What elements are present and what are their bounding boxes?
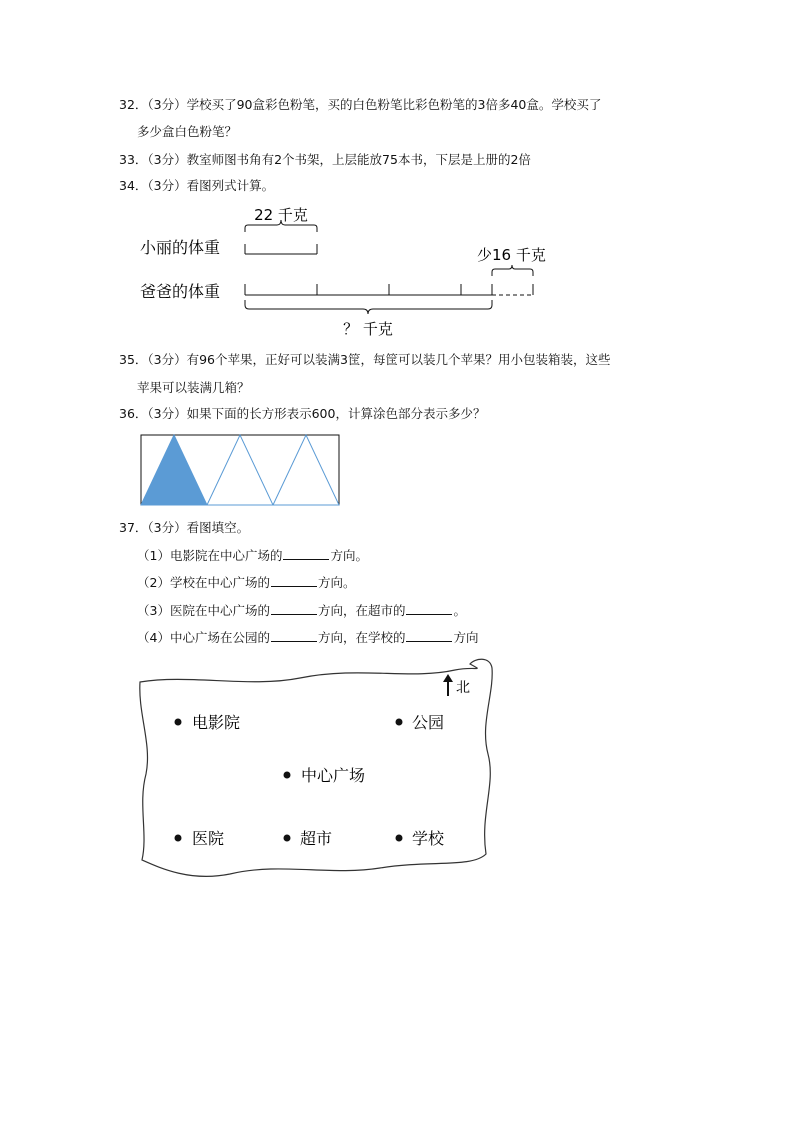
bottom-weight-label: ？ 千克: [343, 320, 393, 338]
answer-blank[interactable]: [283, 547, 329, 560]
north-label: 北: [456, 680, 470, 696]
rectangle-figure: [140, 434, 342, 508]
question-35-line-2: 苹果可以装满几箱？: [137, 380, 250, 395]
answer-blank[interactable]: [271, 602, 317, 615]
q37-item-2-text-b: 方向。: [317, 575, 356, 590]
answer-blank[interactable]: [406, 629, 452, 642]
cinema-dot-icon: [175, 719, 182, 726]
q37-item-1-text-a: （1）电影院在中心广场的: [137, 548, 283, 563]
question-37: 37．（3分）看图填空。: [119, 520, 250, 535]
q37-item-3: [137, 602, 466, 619]
place-cinema: 电影院: [192, 713, 241, 732]
place-school: 学校: [412, 829, 445, 848]
bottom-brace: [245, 300, 492, 314]
less-brace: [492, 265, 533, 276]
school-dot-icon: [396, 835, 403, 842]
place-center: 中心广场: [301, 766, 366, 785]
q37-item-4: [137, 629, 479, 646]
question-35-line-1: 35．（3分）有96个苹果，正好可以装满3筐，每筐可以装几个苹果？用小包装箱装，这些: [119, 352, 611, 367]
weight-diagram: [135, 200, 575, 340]
place-park: 公园: [412, 713, 445, 732]
place-hospital: 医院: [192, 829, 225, 848]
question-33: 33．（3分）教室师图书角有2个书架，上层能放75本书，下层是上册的2倍: [119, 152, 531, 167]
question-32-line-2: 多少盒白色粉笔？: [137, 124, 238, 139]
answer-blank[interactable]: [406, 602, 452, 615]
supermarket-dot-icon: [284, 835, 291, 842]
question-32-line-1: 32．（3分）学校买了90盒彩色粉笔，买的白色粉笔比彩色粉笔的3倍多40盒。学校买了: [119, 97, 602, 112]
park-dot-icon: [396, 719, 403, 726]
center-dot-icon: [284, 772, 291, 779]
q37-item-1-text-b: 方向。: [330, 548, 368, 563]
q37-item-4-text-a: （4）中心广场在公园的: [137, 630, 270, 645]
q37-item-3-text-b: 方向，在超市的: [317, 603, 406, 618]
question-34: 34．（3分）看图列式计算。: [119, 178, 275, 193]
question-36: 36．（3分）如果下面的长方形表示600，计算涂色部分表示多少？: [119, 406, 486, 421]
top-weight-label: 22 千克: [254, 206, 308, 224]
q37-item-3-text-c: 。: [453, 603, 466, 618]
answer-blank[interactable]: [271, 574, 317, 587]
answer-blank[interactable]: [271, 629, 317, 642]
xiaoli-label: 小丽的体重: [140, 238, 221, 257]
direction-map: [130, 654, 500, 886]
q37-item-2-text-a: （2）学校在中心广场的: [137, 575, 270, 590]
q37-item-4-text-b: 方向，在学校的: [317, 630, 406, 645]
q37-item-2: [137, 574, 355, 591]
hospital-dot-icon: [175, 835, 182, 842]
q37-item-1: [137, 547, 368, 564]
dad-label: 爸爸的体重: [140, 282, 221, 301]
q37-item-3-text-a: （3）医院在中心广场的: [137, 603, 270, 618]
q37-item-4-text-c: 方向: [453, 630, 479, 645]
less-label: 少16 千克: [477, 246, 546, 264]
place-supermarket: 超市: [300, 829, 333, 848]
